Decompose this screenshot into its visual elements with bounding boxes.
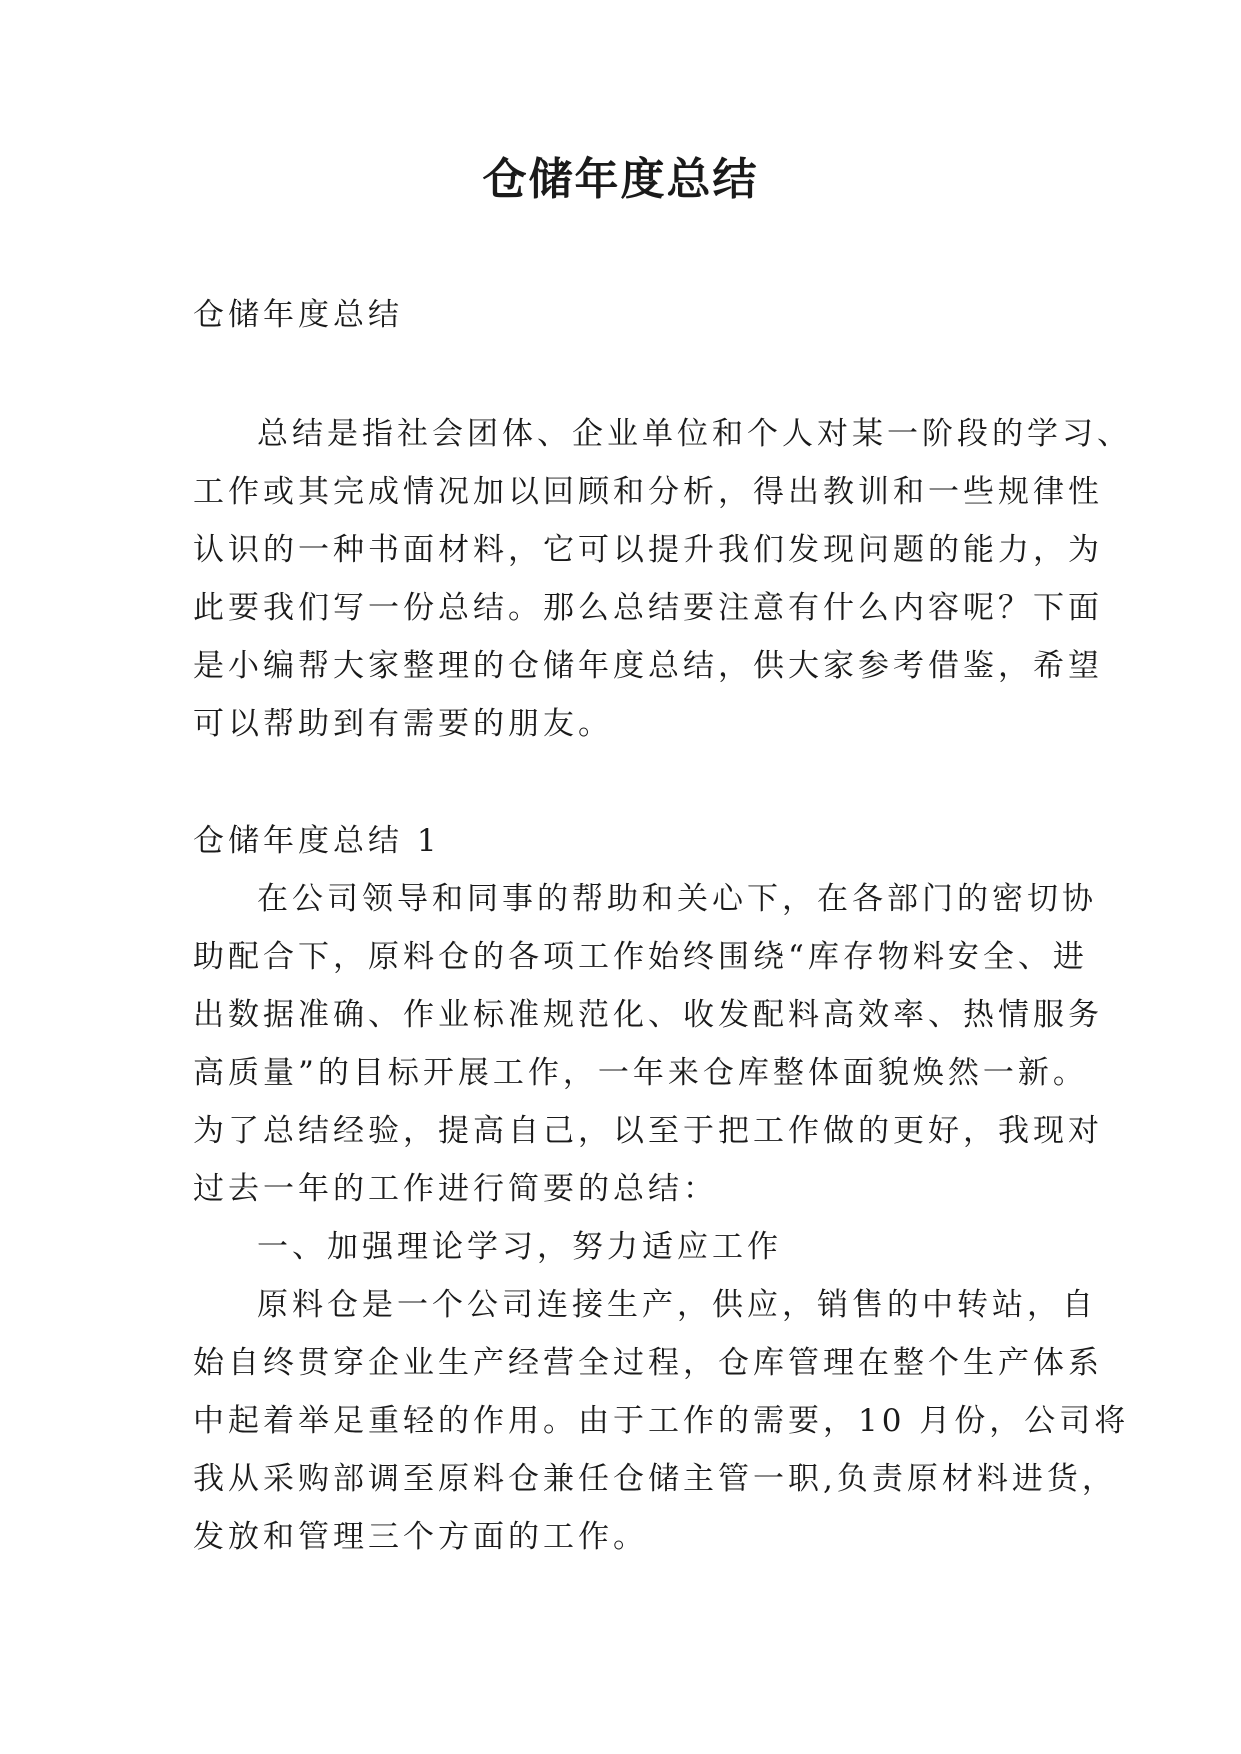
paragraph-line: 在公司领导和同事的帮助和关心下，在各部门的密切协 <box>257 881 1097 917</box>
paragraph-line: 高质量”的目标开展工作，一年来仓库整体面貌焕然一新。 <box>193 1055 1088 1091</box>
paragraph-line: 中起着举足重轻的作用。由于工作的需要，10 月份，公司将 <box>193 1403 1130 1439</box>
section-title: 仓储年度总结 1 <box>193 823 441 859</box>
intro-line: 此要我们写一份总结。那么总结要注意有什么内容呢？下面 <box>193 590 1103 626</box>
intro-line: 可以帮助到有需要的朋友。 <box>193 706 613 742</box>
section-paragraph <box>193 870 1103 1218</box>
intro-paragraph <box>193 405 1132 753</box>
intro-line: 工作或其完成情况加以回顾和分析，得出教训和一些规律性 <box>193 474 1103 510</box>
document-title: 仓储年度总结 <box>482 154 759 205</box>
paragraph-line: 出数据准确、作业标准规范化、收发配料高效率、热情服务 <box>193 997 1103 1033</box>
document-subtitle: 仓储年度总结 <box>193 297 403 333</box>
intro-line: 认识的一种书面材料，它可以提升我们发现问题的能力，为 <box>193 532 1103 568</box>
paragraph-line: 始自终贯穿企业生产经营全过程，仓库管理在整个生产体系 <box>193 1345 1103 1381</box>
paragraph-line: 发放和管理三个方面的工作。 <box>193 1519 648 1555</box>
paragraph-line: 我从采购部调至原料仓兼任仓储主管一职,负责原材料进货， <box>193 1461 1117 1497</box>
paragraph-line: 原料仓是一个公司连接生产，供应，销售的中转站，自 <box>257 1287 1097 1323</box>
intro-line: 总结是指社会团体、企业单位和个人对某一阶段的学习、 <box>257 416 1132 452</box>
subsection-paragraph <box>193 1276 1130 1566</box>
intro-line: 是小编帮大家整理的仓储年度总结，供大家参考借鉴，希望 <box>193 648 1103 684</box>
paragraph-line: 助配合下，原料仓的各项工作始终围绕“库存物料安全、进 <box>193 939 1088 975</box>
paragraph-line: 为了总结经验，提高自己，以至于把工作做的更好，我现对 <box>193 1113 1103 1149</box>
subsection-heading: 一、加强理论学习，努力适应工作 <box>257 1229 782 1265</box>
paragraph-line: 过去一年的工作进行简要的总结： <box>193 1171 718 1207</box>
